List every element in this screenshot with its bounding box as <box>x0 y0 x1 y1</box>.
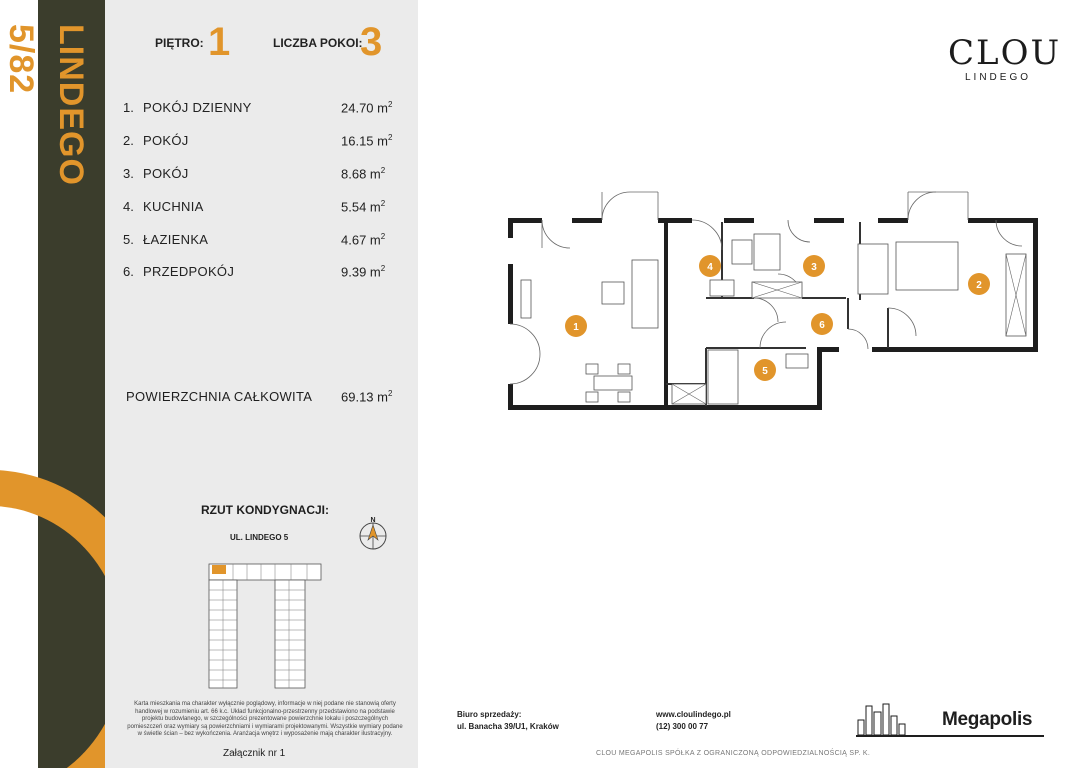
svg-text:5: 5 <box>762 366 768 377</box>
room-marker <box>699 255 721 277</box>
room-number: 3. <box>123 166 134 181</box>
room-row <box>123 133 403 153</box>
room-number: 6. <box>123 264 134 279</box>
brand-underline <box>856 735 1044 737</box>
room-area: 24.70 $m^2$ <box>341 100 393 116</box>
phone-number: (12) 300 00 77 <box>656 722 709 731</box>
room-number: 2. <box>123 133 134 148</box>
room-row <box>123 232 403 252</box>
room-marker <box>754 359 776 381</box>
room-name: POKÓJ DZIENNY <box>143 100 252 115</box>
compass-north-label: N <box>370 517 376 524</box>
room-name: POKÓJ <box>143 133 189 148</box>
annex-label: Załącznik nr 1 <box>223 748 286 759</box>
key-plan-street: UL. LINDEGO 5 <box>230 533 289 542</box>
sales-office <box>457 709 559 733</box>
room-row <box>123 264 403 284</box>
room-number: 1. <box>123 100 134 115</box>
floor-value: 1 <box>208 20 231 64</box>
megapolis-brand: Megapolis <box>942 709 1033 730</box>
sales-office-address: ul. Banacha 39/U1, Kraków <box>457 722 559 731</box>
decorative-arc <box>0 470 105 768</box>
room-name: KUCHNIA <box>143 199 204 214</box>
room-marker <box>811 313 833 335</box>
room-area: 16.15 $m^2$ <box>341 133 393 149</box>
room-name: PRZEDPOKÓJ <box>143 264 235 279</box>
room-area: 4.67 $m^2$ <box>341 232 386 248</box>
room-area: 9.39 $m^2$ <box>341 264 386 280</box>
disclaimer-text: Karta mieszkania ma charakter wyłącznie poglądowy, informacje w niej podane nie stanowią oferty handlowej w rozumieniu art. 66 k.c. Układ funkcjonalno-przestrzenny przedstawiono na podstawie projektu budowlanego, w szczególności prezentowane powierzchnie lokalu i poszczególnych pomieszczeń oraz wymiary są powierzchniami i wymiarami projektowanymi. Wszystkie wymiary podane w świetle ścian – bez wykończenia. Aranżacja wnętrz i wyposażenie mają charakter ilustracyjny. <box>127 701 403 737</box>
room-row <box>123 166 403 186</box>
clou-logo <box>948 33 1062 83</box>
website-link[interactable]: www.cloulindego.pl <box>656 710 731 719</box>
room-row <box>123 100 403 120</box>
floor-label: PIĘTRO: <box>155 36 204 50</box>
svg-text:4: 4 <box>707 262 713 273</box>
total-area-label: POWIERZCHNIA CAŁKOWITA <box>126 389 313 404</box>
rooms-count-label: LICZBA POKOI: <box>273 36 363 50</box>
apartment-id: LINDEGO 5/82 <box>2 24 90 186</box>
svg-text:1: 1 <box>573 322 579 333</box>
room-row <box>123 199 403 219</box>
svg-text:6: 6 <box>819 320 825 331</box>
room-area: 5.54 $m^2$ <box>341 199 386 215</box>
room-marker <box>968 273 990 295</box>
room-marker <box>803 255 825 277</box>
room-name: POKÓJ <box>143 166 189 181</box>
compass-icon <box>356 516 390 550</box>
key-plan-title: RZUT KONDYGNACJI: <box>201 503 329 517</box>
side-strip <box>0 0 105 768</box>
room-name: ŁAZIENKA <box>143 232 209 247</box>
sales-office-label: Biuro sprzedaży: <box>457 710 522 719</box>
company-name: CLOU MEGAPOLIS SPÓŁKA Z OGRANICZONĄ ODPOWIEDZIALNOŚCIĄ SP. K. <box>596 750 871 757</box>
contact-info <box>656 709 731 733</box>
info-panel <box>105 0 418 768</box>
megapolis-skyline-icon <box>856 702 908 736</box>
logo-sub: LINDEGO <box>964 72 1031 83</box>
logo-main: CLOU <box>948 33 1062 73</box>
svg-text:3: 3 <box>811 262 817 273</box>
svg-text:2: 2 <box>976 280 982 291</box>
total-area-value: 69.13 $m^2$ <box>341 389 393 405</box>
rooms-count-value: 3 <box>360 20 383 64</box>
room-marker <box>565 315 587 337</box>
room-number: 5. <box>123 232 134 247</box>
room-number: 4. <box>123 199 134 214</box>
key-plan-map <box>203 558 327 690</box>
floor-plan <box>496 184 1046 414</box>
room-area: 8.68 $m^2$ <box>341 166 386 182</box>
